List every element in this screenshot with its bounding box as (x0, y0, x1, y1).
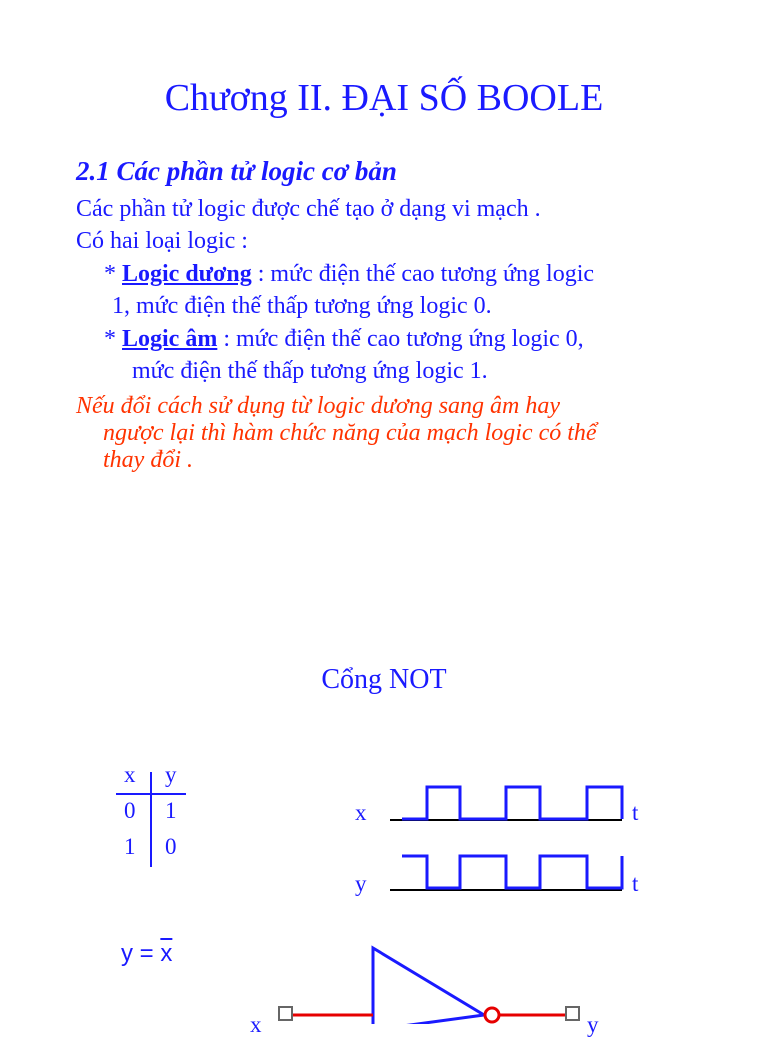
gate-output-label: y (587, 1012, 599, 1037)
note-line-3: thay đổi . (103, 447, 193, 473)
bullet: * (104, 261, 116, 287)
page-title: Chương II. ĐẠI SỐ BOOLE (164, 77, 604, 119)
intro-line-2: Có hai loại logic : (76, 228, 248, 254)
truth-table-cell: 0 (124, 798, 136, 823)
section-heading: 2.1 Các phần tử logic cơ bản (76, 156, 397, 186)
input-terminal (279, 1007, 292, 1020)
waveform-x-time-label: t (632, 800, 639, 825)
positive-logic-desc-cont: 1, mức điện thế thấp tương ứng logic 0. (112, 293, 492, 319)
not-gate-body (373, 948, 484, 1024)
waveform-y-label: y (355, 871, 367, 896)
truth-table-header-x: x (124, 762, 136, 787)
waveform-x-label: x (355, 800, 367, 825)
intro-line-1: Các phần tử logic được chế tạo ở dạng vi mạch . (76, 196, 541, 222)
waveform-x-signal (402, 787, 622, 819)
truth-table-cell: 0 (165, 834, 177, 859)
negative-logic-term: Logic âm (122, 326, 218, 352)
positive-logic-desc: : mức điện thế cao tương ứng logic (251, 261, 595, 287)
note-line-1: Nếu đổi cách sử dụng từ logic dương sang âm hay (76, 393, 561, 419)
equation-lhs: y = (121, 940, 161, 967)
note-line-2: ngược lại thì hàm chức năng của mạch logic có thể (103, 420, 597, 446)
not-gate-bubble (485, 1008, 499, 1022)
gate-title: Cổng NOT (321, 664, 447, 695)
output-terminal (566, 1007, 579, 1020)
truth-table-cell: 1 (124, 834, 136, 859)
truth-table-cell: 1 (165, 798, 177, 823)
gate-input-label: x (250, 1012, 262, 1037)
truth-table-header-y: y (165, 762, 177, 787)
positive-logic-term: Logic dương (122, 261, 252, 287)
waveform-y-time-label: t (632, 871, 639, 896)
negative-logic-desc-cont: mức điện thế thấp tương ứng logic 1. (132, 358, 488, 384)
not-equation (121, 940, 172, 968)
bullet: * (104, 326, 116, 352)
equation-rhs-overbar: $\overline{x}$ (160, 940, 173, 967)
waveform-y-signal (402, 856, 622, 888)
negative-logic-desc: : mức điện thế cao tương ứng logic 0, (217, 326, 584, 352)
